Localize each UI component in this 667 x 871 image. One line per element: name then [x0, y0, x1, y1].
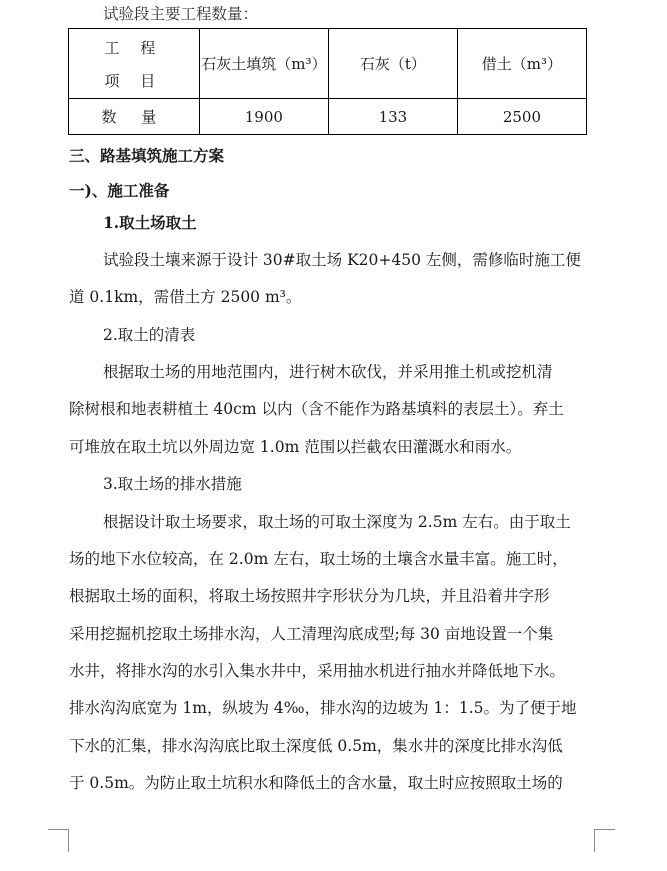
table-row: [69, 99, 587, 135]
table-cell: 133: [328, 99, 457, 135]
quantity-table: [68, 28, 587, 135]
table-header-row: [69, 29, 587, 99]
column-header: 石灰土填筑（m³）: [199, 29, 328, 99]
item2-title: 2.取土的清表: [103, 326, 196, 344]
paragraph-line: 水井，将排水沟的水引入集水井中，采用抽水机进行抽水并降低地下水。: [69, 662, 566, 680]
section-title: 三、路基填筑施工方案: [69, 146, 225, 165]
intro-text: 试验段主要工程数量：: [103, 5, 259, 23]
page-corner-mark-left: [48, 829, 69, 852]
paragraph-line: 场的地下水位较高，在 2.0m 左右，取土场的土壤含水量丰富。施工时，: [69, 550, 568, 568]
paragraph-line: 根据取土场的用地范围内，进行树木砍伐，并采用推土机或挖机清: [103, 363, 553, 381]
header-label-cell: [69, 29, 200, 99]
item3-title: 3.取土场的排水措施: [103, 475, 242, 493]
paragraph-line: 下水的汇集，排水沟沟底比取土深度低 0.5m，集水井的深度比排水沟低: [69, 737, 563, 755]
paragraph-line: 排水沟沟底宽为 1m，纵坡为 4‰，排水沟的边坡为 1：1.5。为了便于地: [69, 699, 577, 717]
paragraph-line: 采用挖掘机挖取土场排水沟，人工清理沟底成型;每 30 亩地设置一个集: [69, 625, 554, 643]
row-label: 数 量: [69, 99, 200, 135]
header-label-line1: 工 程: [104, 38, 164, 57]
page-corner-mark-right: [594, 829, 615, 852]
column-header: 借土（m³）: [457, 29, 586, 99]
paragraph-line: 可堆放在取土坑以外周边宽 1.0m 范围以拦截农田灌溉水和雨水。: [69, 438, 522, 456]
column-header: 石灰（t）: [328, 29, 457, 99]
paragraph-line: 道 0.1km，需借土方 2500 m³。: [69, 288, 302, 306]
item1-title: 1.取土场取土: [103, 213, 197, 232]
paragraph-line: 除树根和地表耕植土 40cm 以内（含不能作为路基填料的表层土）。弃土: [69, 400, 564, 418]
paragraph-line: 于 0.5m。为防止取土坑积水和降低土的含水量，取土时应按照取土场的: [69, 774, 563, 792]
paragraph-line: 试验段土壤来源于设计 30#取土场 K20+450 左侧，需修临时施工便: [103, 251, 581, 269]
paragraph-line: 根据设计取土场要求，取土场的可取土深度为 2.5m 左右。由于取土: [103, 513, 571, 531]
table-cell: 1900: [199, 99, 328, 135]
table-cell: 2500: [457, 99, 586, 135]
subsection-title: 一)、施工准备: [69, 181, 170, 200]
header-label-line2: 项 目: [104, 71, 164, 90]
paragraph-line: 根据取土场的面积，将取土场按照井字形状分为几块，并且沿着井字形: [69, 587, 550, 605]
